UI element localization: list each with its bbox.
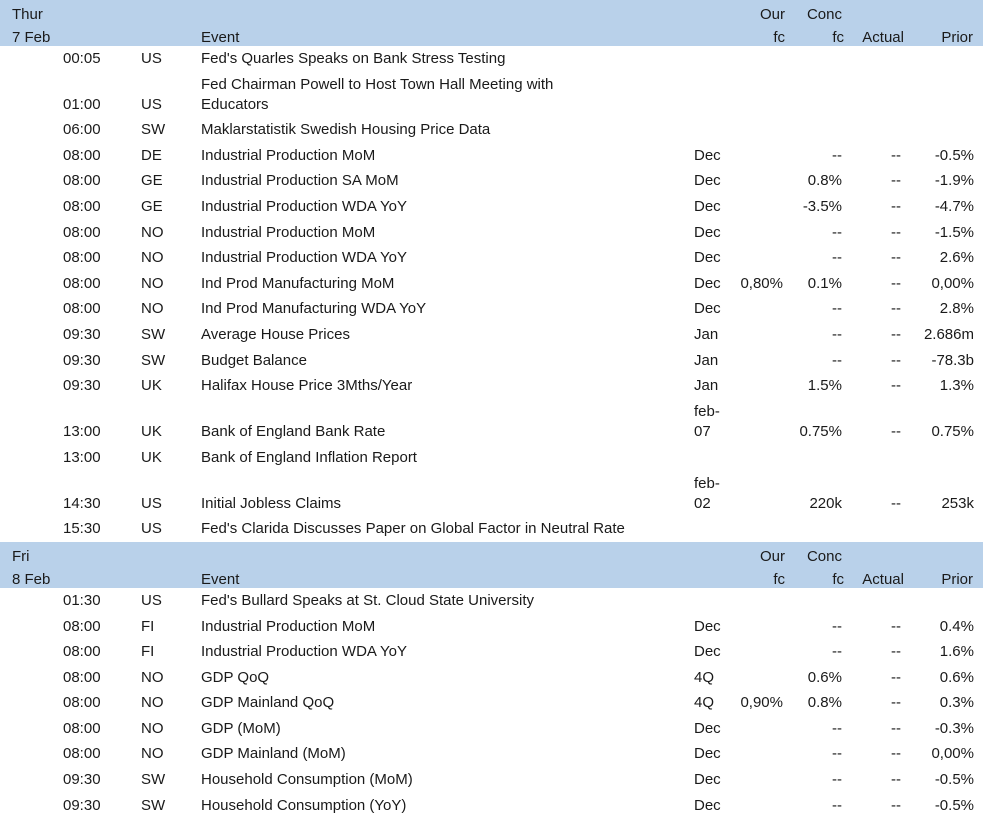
row-event-line: GDP Mainland (MoM) xyxy=(201,745,346,763)
row-conc-fc: 0.75% xyxy=(799,423,842,441)
row-prior: 2.686m xyxy=(923,325,974,343)
row-period-line: Dec xyxy=(694,146,721,164)
row-actual: -- xyxy=(891,694,901,712)
row-conc-fc: -- xyxy=(832,617,842,635)
row-country: UK xyxy=(141,423,162,441)
row-time: 06:00 xyxy=(63,121,101,139)
row-actual: -- xyxy=(891,643,901,661)
row-prior: -0.5% xyxy=(934,796,974,814)
row-actual: -- xyxy=(891,745,901,763)
row-time: 08:00 xyxy=(63,694,101,712)
row-country: SW xyxy=(141,325,166,343)
row-country: SW xyxy=(141,796,166,814)
row-period xyxy=(694,719,721,739)
row-period-line: Dec xyxy=(694,197,721,215)
row-country: US xyxy=(141,95,162,113)
row-prior: 2.8% xyxy=(939,300,974,318)
row-country: NO xyxy=(141,745,164,763)
header-conc-fc: Conc xyxy=(806,6,842,23)
row-actual: -- xyxy=(891,223,901,241)
row-conc-fc: 1.5% xyxy=(807,377,842,395)
row-event xyxy=(201,494,341,514)
row-prior: 2.6% xyxy=(939,249,974,267)
row-prior: 1.3% xyxy=(939,377,974,395)
row-time: 08:00 xyxy=(63,146,101,164)
table-row xyxy=(0,374,983,400)
row-event xyxy=(201,197,407,217)
table-row xyxy=(0,640,983,666)
row-event-line: Fed's Clarida Discusses Paper on Global Factor in Neutral Rate xyxy=(201,520,625,538)
row-event xyxy=(201,299,426,319)
row-prior: -1.5% xyxy=(934,223,974,241)
row-event-line: Fed's Quarles Speaks on Bank Stress Testing xyxy=(201,49,506,67)
row-conc-fc: -- xyxy=(832,719,842,737)
row-country: GE xyxy=(141,172,163,190)
section-header xyxy=(0,542,983,588)
table-row xyxy=(0,194,983,220)
row-time: 08:00 xyxy=(63,223,101,241)
row-time: 08:00 xyxy=(63,668,101,686)
header-day: Thur xyxy=(12,6,43,23)
row-country: SW xyxy=(141,121,166,139)
row-prior: 0.75% xyxy=(931,423,974,441)
row-conc-fc: 0.1% xyxy=(807,274,842,292)
row-event-line: Fed's Bullard Speaks at St. Cloud State University xyxy=(201,591,535,609)
row-time: 01:30 xyxy=(63,591,101,609)
table-row xyxy=(0,220,983,246)
row-event xyxy=(201,668,269,688)
header-event: Event xyxy=(201,29,240,46)
row-country: NO xyxy=(141,249,164,267)
row-country: GE xyxy=(141,197,163,215)
row-event xyxy=(201,744,346,764)
row-period-line: Dec xyxy=(694,223,721,241)
row-event-line: Halifax House Price 3Mths/Year xyxy=(201,377,413,395)
row-period-line: Dec xyxy=(694,172,721,190)
row-actual: -- xyxy=(891,423,901,441)
row-actual: -- xyxy=(891,377,901,395)
row-actual: -- xyxy=(891,300,901,318)
table-row xyxy=(0,471,983,517)
table-row xyxy=(0,716,983,742)
row-prior: -0.5% xyxy=(934,146,974,164)
row-time: 08:00 xyxy=(63,617,101,635)
row-prior: -0.5% xyxy=(934,771,974,789)
row-period xyxy=(694,299,721,319)
row-actual: -- xyxy=(891,172,901,190)
row-actual: -- xyxy=(891,771,901,789)
row-event-line: Industrial Production MoM xyxy=(201,223,376,241)
row-event xyxy=(201,591,534,611)
row-time: 08:00 xyxy=(63,745,101,763)
row-conc-fc: -- xyxy=(832,643,842,661)
row-event xyxy=(201,248,407,268)
row-period-line: 4Q xyxy=(694,694,715,712)
row-event-line: Household Consumption (MoM) xyxy=(201,771,413,789)
row-time: 09:30 xyxy=(63,325,101,343)
row-period-line: Dec xyxy=(694,617,721,635)
table-row xyxy=(0,793,983,819)
row-event-line: Industrial Production MoM xyxy=(201,146,376,164)
row-prior: 253k xyxy=(941,494,974,512)
row-conc-fc: 0.6% xyxy=(807,668,842,686)
row-event-line: GDP (MoM) xyxy=(201,719,281,737)
row-event xyxy=(201,770,413,790)
row-event xyxy=(201,422,385,442)
table-row xyxy=(0,445,983,471)
row-time: 15:30 xyxy=(63,520,101,538)
row-event xyxy=(201,274,394,294)
row-country: NO xyxy=(141,223,164,241)
row-event xyxy=(201,376,412,396)
row-actual: -- xyxy=(891,668,901,686)
row-event xyxy=(201,617,375,637)
row-event-line: Maklarstatistik Swedish Housing Price Data xyxy=(201,121,491,139)
row-conc-fc: -- xyxy=(832,771,842,789)
header-our-fc: fc xyxy=(773,29,785,46)
row-country: SW xyxy=(141,771,166,789)
row-prior: 1.6% xyxy=(939,643,974,661)
row-prior: -0.3% xyxy=(934,719,974,737)
row-time: 00:05 xyxy=(63,49,101,67)
section-header xyxy=(0,0,983,46)
row-country: US xyxy=(141,520,162,538)
header-our-fc: Our xyxy=(759,548,785,566)
row-event xyxy=(201,223,375,243)
row-prior: 0.4% xyxy=(939,617,974,635)
row-prior: 0.6% xyxy=(939,668,974,686)
row-event xyxy=(201,796,406,816)
row-event xyxy=(201,49,505,69)
row-country: SW xyxy=(141,351,166,369)
row-period xyxy=(694,474,720,514)
header-date: 7 Feb xyxy=(12,29,51,46)
row-period xyxy=(694,770,721,790)
row-conc-fc: 0.8% xyxy=(807,694,842,712)
row-conc-fc: -- xyxy=(832,146,842,164)
table-row xyxy=(0,169,983,195)
row-actual: -- xyxy=(891,325,901,343)
row-prior: 0.3% xyxy=(939,694,974,712)
table-row xyxy=(0,665,983,691)
row-conc-fc: 220k xyxy=(809,494,842,512)
row-time: 08:00 xyxy=(63,274,101,292)
row-time: 08:00 xyxy=(63,172,101,190)
table-row xyxy=(0,517,983,543)
row-time: 09:30 xyxy=(63,771,101,789)
row-actual: -- xyxy=(891,719,901,737)
row-conc-fc: -- xyxy=(832,249,842,267)
row-our-fc: 0,80% xyxy=(740,274,783,292)
table-row xyxy=(0,767,983,793)
row-event-line: Budget Balance xyxy=(201,351,307,369)
row-conc-fc: 0.8% xyxy=(807,172,842,190)
row-time: 09:30 xyxy=(63,351,101,369)
header-our-fc: fc xyxy=(773,571,785,589)
row-period-line: 07 xyxy=(694,423,711,441)
row-period xyxy=(694,402,720,442)
row-time: 08:00 xyxy=(63,197,101,215)
row-actual: -- xyxy=(891,146,901,164)
row-time: 01:00 xyxy=(63,95,101,113)
header-prior: Prior xyxy=(941,571,973,589)
row-actual: -- xyxy=(891,796,901,814)
row-period xyxy=(694,248,721,268)
day-section xyxy=(0,542,983,818)
row-country: NO xyxy=(141,668,164,686)
row-conc-fc: -- xyxy=(832,300,842,318)
row-period-line: Dec xyxy=(694,745,721,763)
header-actual: Actual xyxy=(862,29,904,46)
table-row xyxy=(0,143,983,169)
row-event-line: Average House Prices xyxy=(201,325,350,343)
row-event-line: Ind Prod Manufacturing WDA YoY xyxy=(201,300,427,318)
row-time: 09:30 xyxy=(63,377,101,395)
header-event: Event xyxy=(201,571,240,589)
row-prior: -1.9% xyxy=(934,172,974,190)
row-event-line: Bank of England Bank Rate xyxy=(201,423,386,441)
row-country: UK xyxy=(141,377,162,395)
header-conc-fc: fc xyxy=(832,571,844,589)
row-period xyxy=(694,744,721,764)
row-period-line: Dec xyxy=(694,643,721,661)
row-period-line: Jan xyxy=(694,351,719,369)
header-actual: Actual xyxy=(862,571,904,589)
table-row xyxy=(0,72,983,118)
row-event xyxy=(201,75,553,115)
row-event-line: GDP Mainland QoQ xyxy=(201,694,335,712)
row-period-line: 02 xyxy=(694,494,711,512)
row-period-line: Dec xyxy=(694,300,721,318)
row-period xyxy=(694,642,721,662)
row-country: UK xyxy=(141,448,162,466)
row-time: 13:00 xyxy=(63,423,101,441)
header-conc-fc: fc xyxy=(832,29,844,46)
row-period-line: Jan xyxy=(694,325,719,343)
row-period xyxy=(694,376,718,396)
row-conc-fc: -- xyxy=(832,325,842,343)
table-row xyxy=(0,322,983,348)
table-row xyxy=(0,271,983,297)
row-period-line: Dec xyxy=(694,796,721,814)
row-actual: -- xyxy=(891,249,901,267)
row-event xyxy=(201,171,399,191)
row-period-line: Dec xyxy=(694,771,721,789)
row-period-line: 4Q xyxy=(694,668,715,686)
row-period xyxy=(694,274,721,294)
row-time: 08:00 xyxy=(63,643,101,661)
table-row xyxy=(0,742,983,768)
row-country: NO xyxy=(141,274,164,292)
row-period xyxy=(694,796,721,816)
row-period xyxy=(694,325,718,345)
row-event xyxy=(201,448,417,468)
row-country: NO xyxy=(141,694,164,712)
row-prior: -4.7% xyxy=(934,197,974,215)
row-event-line: Industrial Production WDA YoY xyxy=(201,249,407,267)
row-event-line: Industrial Production SA MoM xyxy=(201,172,399,190)
row-country: NO xyxy=(141,300,164,318)
header-date: 8 Feb xyxy=(12,571,51,589)
header-day: Fri xyxy=(12,548,30,566)
row-actual: -- xyxy=(891,274,901,292)
row-time: 09:30 xyxy=(63,796,101,814)
row-conc-fc: -- xyxy=(832,223,842,241)
row-event-line: GDP QoQ xyxy=(201,668,270,686)
row-actual: -- xyxy=(891,617,901,635)
row-period xyxy=(694,146,721,166)
row-country: DE xyxy=(141,146,162,164)
row-period xyxy=(694,223,721,243)
row-event-line: Industrial Production WDA YoY xyxy=(201,197,407,215)
row-our-fc: 0,90% xyxy=(740,694,783,712)
table-row xyxy=(0,614,983,640)
row-event-line: Initial Jobless Claims xyxy=(201,494,342,512)
row-event-line: Household Consumption (YoY) xyxy=(201,796,407,814)
row-prior: 0,00% xyxy=(931,745,974,763)
table-row xyxy=(0,46,983,72)
row-period-line: Dec xyxy=(694,274,721,292)
row-period xyxy=(694,351,718,371)
table-row xyxy=(0,588,983,614)
table-row xyxy=(0,297,983,323)
row-country: NO xyxy=(141,719,164,737)
row-period xyxy=(694,617,721,637)
row-actual: -- xyxy=(891,197,901,215)
row-event-line: Ind Prod Manufacturing MoM xyxy=(201,274,395,292)
row-event-line: Industrial Production MoM xyxy=(201,617,376,635)
row-event-line: Fed Chairman Powell to Host Town Hall Meeting with xyxy=(201,75,554,93)
row-event xyxy=(201,120,490,140)
row-conc-fc: -3.5% xyxy=(802,197,842,215)
row-actual: -- xyxy=(891,351,901,369)
row-period-line: Jan xyxy=(694,377,719,395)
row-conc-fc: -- xyxy=(832,796,842,814)
row-event xyxy=(201,351,307,371)
row-country: US xyxy=(141,591,162,609)
table-row xyxy=(0,348,983,374)
row-country: US xyxy=(141,494,162,512)
row-period-line: Dec xyxy=(694,249,721,267)
row-period-line: Dec xyxy=(694,719,721,737)
row-event xyxy=(201,325,350,345)
row-time: 14:30 xyxy=(63,494,101,512)
row-prior: -78.3b xyxy=(931,351,974,369)
row-period xyxy=(694,693,714,713)
row-country: FI xyxy=(141,643,155,661)
row-event-line: Bank of England Inflation Report xyxy=(201,448,417,466)
table-row xyxy=(0,118,983,144)
row-time: 08:00 xyxy=(63,719,101,737)
row-event-line: Industrial Production WDA YoY xyxy=(201,643,407,661)
row-event xyxy=(201,693,334,713)
row-country: US xyxy=(141,49,162,67)
row-time: 08:00 xyxy=(63,300,101,318)
row-time: 08:00 xyxy=(63,249,101,267)
row-conc-fc: -- xyxy=(832,745,842,763)
row-actual: -- xyxy=(891,494,901,512)
row-period xyxy=(694,668,714,688)
row-time: 13:00 xyxy=(63,448,101,466)
row-event xyxy=(201,519,625,539)
table-row xyxy=(0,246,983,272)
header-conc-fc: Conc xyxy=(806,548,842,566)
row-period-line: feb- xyxy=(694,403,720,421)
header-our-fc: Our xyxy=(759,6,785,23)
row-conc-fc: -- xyxy=(832,351,842,369)
row-event xyxy=(201,146,375,166)
row-period xyxy=(694,171,721,191)
table-row xyxy=(0,691,983,717)
row-period xyxy=(694,197,721,217)
row-event-line: Educators xyxy=(201,95,269,113)
row-period-line: feb- xyxy=(694,474,720,492)
header-prior: Prior xyxy=(941,29,973,46)
row-event xyxy=(201,642,407,662)
table-row xyxy=(0,399,983,445)
row-event xyxy=(201,719,281,739)
row-country: FI xyxy=(141,617,155,635)
row-prior: 0,00% xyxy=(931,274,974,292)
